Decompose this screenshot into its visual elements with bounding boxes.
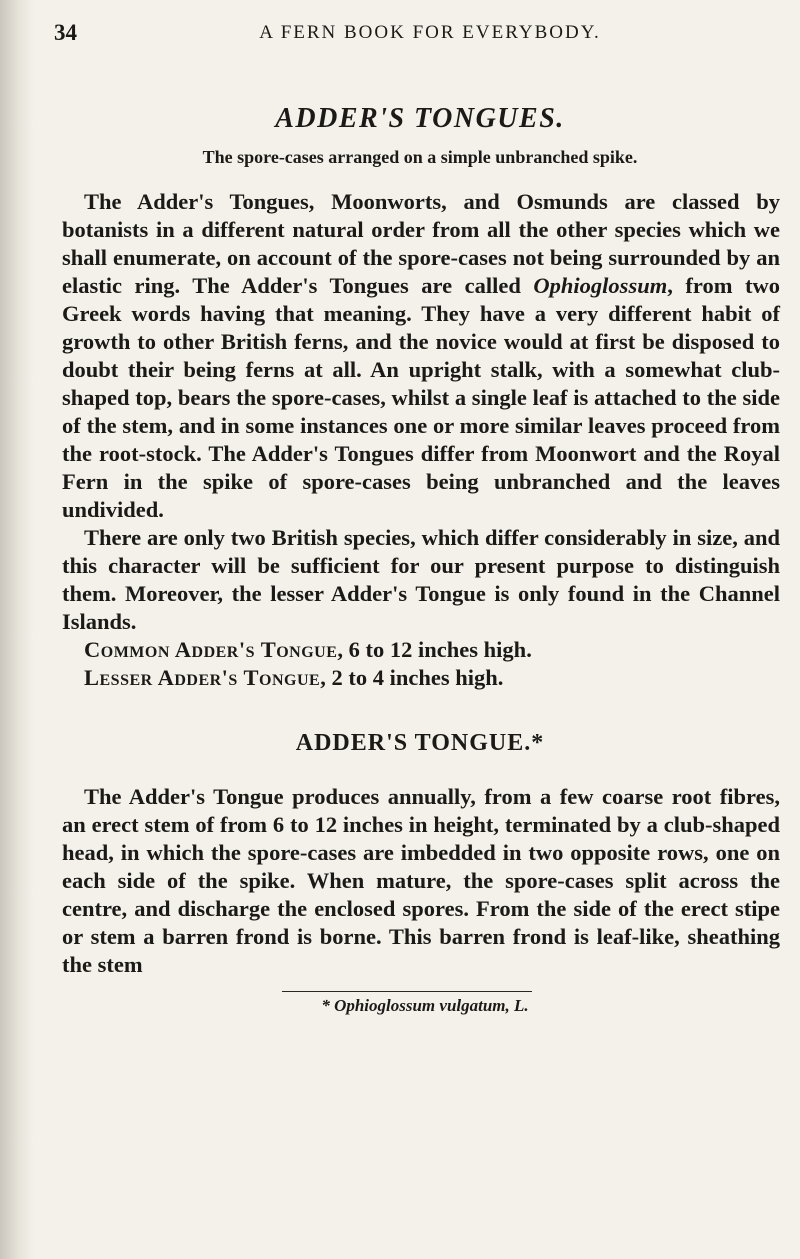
running-header <box>40 18 780 48</box>
species-lesser-height: , 2 to 4 inches high. <box>320 665 504 690</box>
species-common-height: , 6 to 12 inches high. <box>337 637 532 662</box>
section-title: ADDER'S TONGUES. <box>275 103 565 134</box>
paragraph-2: There are only two British species, which differ considerably in size, and this character will be sufficient for our present purpose to distinguish them. Moreover, the lesser Adder's Tongue is only found in the Channel Islands. <box>62 525 780 634</box>
paragraph-1-text-b: , from two Greek words having that meaning. They have a very different habit of growth to other British ferns, and the novice would at first be disposed to doubt their being ferns at all. An upright stalk, with a somewhat club-shaped top, bears the spore-cases, whilst a single leaf is attached to the side of the stem, and in some instances one or more similar leaves proceed from the root-stock. The Adder's Tongues differ from Moonwort and the Royal Fern in the spike of spore-cases being unbranched and the leaves undivided. <box>62 273 780 522</box>
book-binding-shadow <box>0 0 34 1259</box>
book-page <box>40 18 780 1016</box>
subsection-text-block <box>40 783 780 979</box>
main-text <box>40 188 780 692</box>
running-title: A FERN BOOK FOR EVERYBODY. <box>259 22 601 43</box>
genus-name: Ophioglossum <box>533 273 668 298</box>
page-number: 34 <box>54 20 77 45</box>
paragraph-1-text-a: The Adder's Tongues, Moonworts, and Osmunds are classed by botanists in a different natural order from all the other species which we shall enumerate, on account of the spore-cases not being surrounded by an elastic ring. The Adder's Tongues are called <box>62 189 780 298</box>
footnote-marker: * <box>321 996 335 1015</box>
footnote-text: Ophioglossum vulgatum, L. <box>334 996 529 1015</box>
paragraph-1 <box>62 188 780 524</box>
species-common <box>62 636 780 664</box>
species-common-name: Common Adder's Tongue <box>84 637 338 662</box>
species-lesser-name: Lesser Adder's Tongue <box>84 665 321 690</box>
footnote-rule <box>282 991 532 992</box>
section-subtitle: The spore-cases arranged on a simple unbranched spike. <box>202 147 638 167</box>
subsection-paragraph: The Adder's Tongue produces annually, from a few coarse root fibres, an erect stem of from 6 to 12 inches in height, terminated by a club-shaped head, in which the spore-cases are imbedded in two opposite rows, one on each side of the spike. When mature, the spore-cases split across the centre, and discharge the enclosed spores. From the side of the erect stipe or stem a barren frond is borne. This barren frond is leaf-like, sheathing the stem <box>62 784 780 977</box>
species-lesser <box>62 664 780 692</box>
subsection-heading: ADDER'S TONGUE.* <box>295 730 545 756</box>
footnote <box>40 996 780 1016</box>
